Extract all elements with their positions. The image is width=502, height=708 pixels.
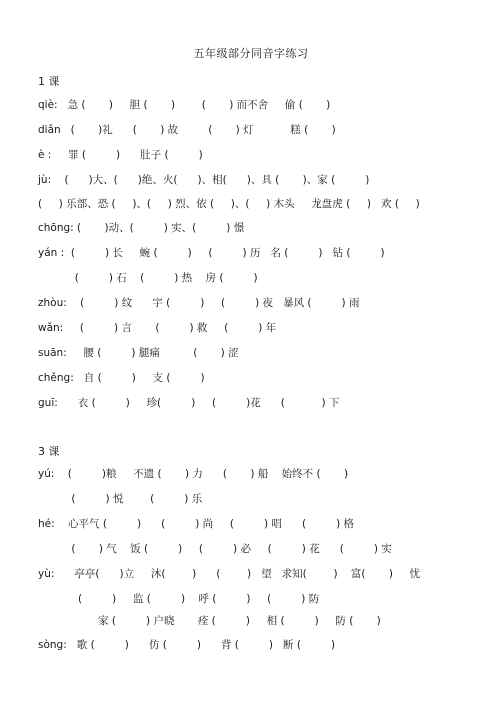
exercise-line: yú: ( )粮 不遗 ( ) 力 ( ) 船 始终不 ( ) — [38, 468, 349, 480]
page-title: 五年级部分同音字练习 — [193, 47, 309, 60]
exercise-line: ( ) 悦 ( ) 乐 — [38, 493, 203, 505]
exercise-line: chōng: ( )动、( ) 实、( ) 憬 — [38, 222, 245, 234]
exercise-line: zhòu: ( ) 纹 宇 ( ) ( ) 夜 暴风 ( ) 雨 — [38, 297, 360, 309]
exercise-line: suān: 腰 ( ) 腿痛 ( ) 涩 — [38, 347, 239, 359]
exercise-line: diǎn ( )礼 ( ) 故 ( ) 灯 糕 ( ) — [38, 124, 336, 136]
exercise-line: guī: 衣 ( ) 珍( ) ( )花 ( ) 下 — [38, 397, 340, 409]
section-heading-3: 3 课 — [38, 445, 60, 458]
section-heading-1: 1 课 — [38, 75, 60, 88]
exercise-line: sòng: 歌 ( ) 仿 ( ) 背 ( ) 断 ( ) — [38, 639, 336, 651]
exercise-line: yán : ( ) 长 蜿 ( ) ( ) 历 名 ( ) 钻 ( ) — [38, 247, 385, 259]
exercise-line: ( ) 乐部、恐 ( )、( ) 烈、依 ( )、( ) 木头 龙盘虎 ( ) 欢 ( ) — [38, 198, 420, 210]
exercise-line: ( ) 石 ( ) 热 房 ( ) — [38, 272, 258, 284]
exercise-line: qiè: 急 ( ) 胆 ( ) ( ) 而不舍 偷 ( ) — [38, 99, 331, 111]
exercise-line: ( ) 监 ( ) 呼 ( ) ( ) 防 — [38, 593, 320, 605]
exercise-line: yù: 亭亭( )立 沐( ) ( ) 望 求知( ) 富( ) 忧 — [38, 568, 421, 580]
exercise-line: jù: ( )大、( )绝、火( )、相( )、具 ( )、家 ( ) — [38, 174, 370, 186]
exercise-line: chěng: 自 ( ) 支 ( ) — [38, 372, 205, 384]
exercise-line: 家 ( ) 户晓 痊 ( ) 相 ( ) 防 ( ) — [38, 615, 381, 627]
exercise-line: hé: 心平气 ( ) ( ) 尚 ( ) 唱 ( ) 格 — [38, 518, 355, 530]
exercise-line: è : 罪 ( ) 肚子 ( ) — [38, 149, 203, 161]
exercise-line: ( ) 气 饭 ( ) ( ) 必 ( ) 花 ( ) 实 — [38, 543, 392, 555]
exercise-line: wǎn: ( ) 言 ( ) 救 ( ) 年 — [38, 322, 277, 334]
